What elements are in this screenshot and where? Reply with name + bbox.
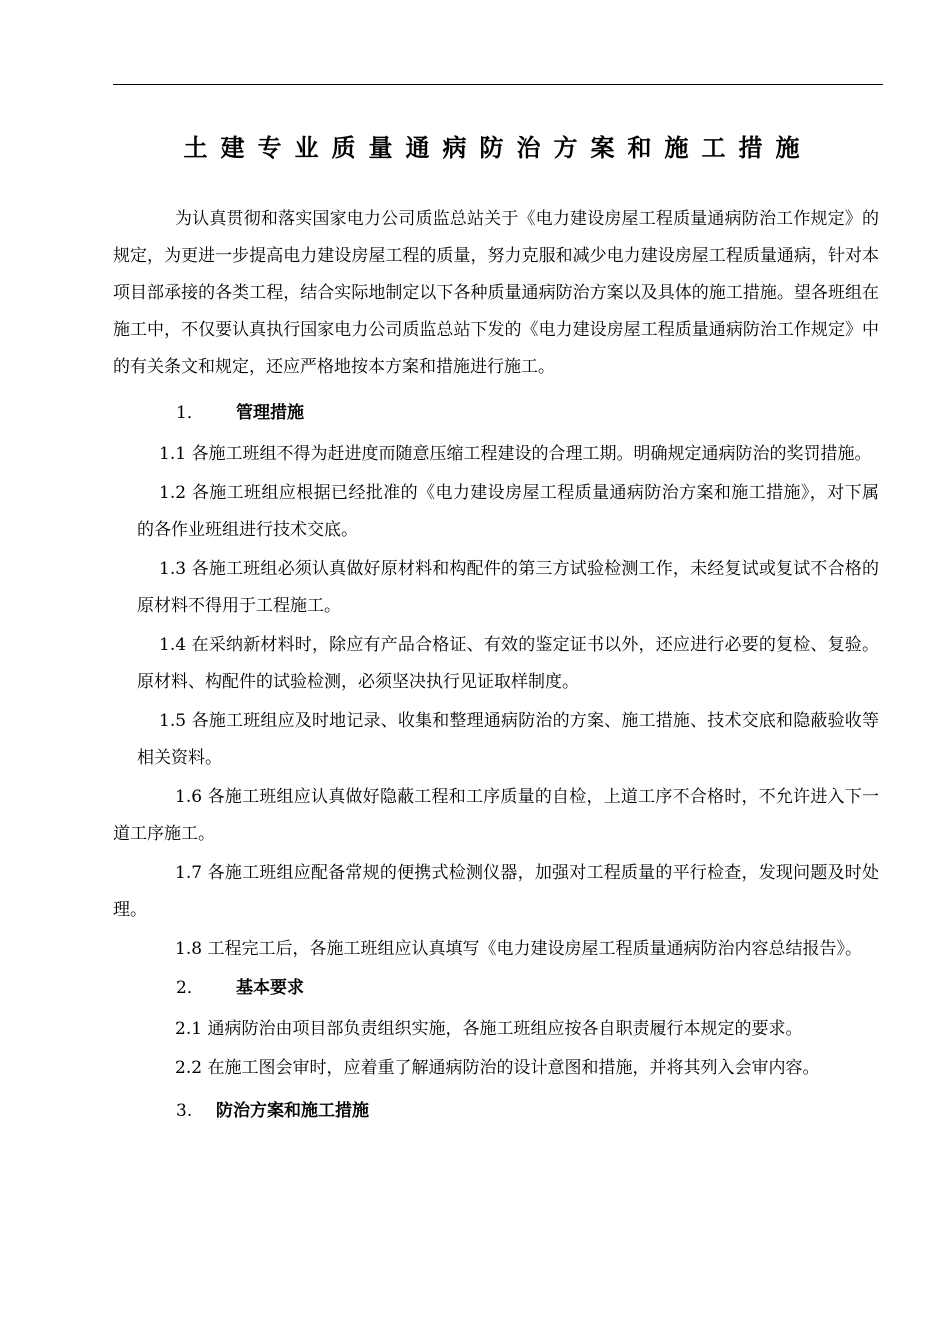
item-1-5: 1.5 各施工班组应及时地记录、收集和整理通病防治的方案、施工措施、技术交底和隐蔽验收等相关资料。	[137, 711, 879, 768]
section-2-heading	[176, 970, 879, 1007]
item-1-4: 1.4 在采纳新材料时，除应有产品合格证、有效的鉴定证书以外，还应进行必要的复检、复验。原材料、构配件的试验检测，必须坚决执行见证取样制度。	[137, 635, 879, 692]
intro-paragraph: 为认真贯彻和落实国家电力公司质监总站关于《电力建设房屋工程质量通病防治工作规定》的规定，为更进一步提高电力建设房屋工程的质量，努力克服和减少电力建设房屋工程质量通病，针对本项目部承接的各类工程，结合实际地制定以下各种质量通病防治方案以及具体的施工措施。望各班组在施工中，不仅要认真执行国家电力公司质监总站下发的《电力建设房屋工程质量通病防治工作规定》中的有关条文和规定，还应严格地按本方案和措施进行施工。	[113, 209, 879, 377]
item-2-1: 2.1 通病防治由项目部负责组织实施，各施工班组应按各自职责履行本规定的要求。	[175, 1019, 803, 1039]
section-2-number: 2．	[176, 978, 204, 998]
document-body	[113, 201, 879, 1134]
section-3-heading	[176, 1093, 879, 1130]
document-title: 土建专业质量通病防治方案和施工措施	[183, 134, 813, 162]
item-1-6: 1.6 各施工班组应认真做好隐蔽工程和工序质量的自检，上道工序不合格时，不允许进入下一道工序施工。	[113, 787, 879, 844]
item-1-8: 1.8 工程完工后，各施工班组应认真填写《电力建设房屋工程质量通病防治内容总结报告》。	[175, 939, 862, 959]
header-rule	[113, 84, 883, 85]
section-2-title: 基本要求	[236, 978, 304, 998]
section-1-number: 1．	[176, 403, 204, 423]
item-2-2: 2.2 在施工图会审时，应着重了解通病防治的设计意图和措施，并将其列入会审内容。	[175, 1058, 820, 1078]
item-1-7: 1.7 各施工班组应配备常规的便携式检测仪器，加强对工程质量的平行检查，发现问题及时处理。	[113, 863, 879, 920]
section-1-title: 管理措施	[236, 403, 304, 423]
section-1-heading	[176, 395, 879, 432]
section-3-title: 防治方案和施工措施	[216, 1101, 369, 1121]
item-1-1: 1.1 各施工班组不得为赶进度而随意压缩工程建设的合理工期。明确规定通病防治的奖罚措施。	[159, 444, 872, 464]
item-1-3: 1.3 各施工班组必须认真做好原材料和构配件的第三方试验检测工作，未经复试或复试不合格的原材料不得用于工程施工。	[137, 559, 879, 616]
section-3-number: 3.	[176, 1101, 193, 1121]
item-1-2: 1.2 各施工班组应根据已经批准的《电力建设房屋工程质量通病防治方案和施工措施》，对下属的各作业班组进行技术交底。	[137, 483, 879, 540]
